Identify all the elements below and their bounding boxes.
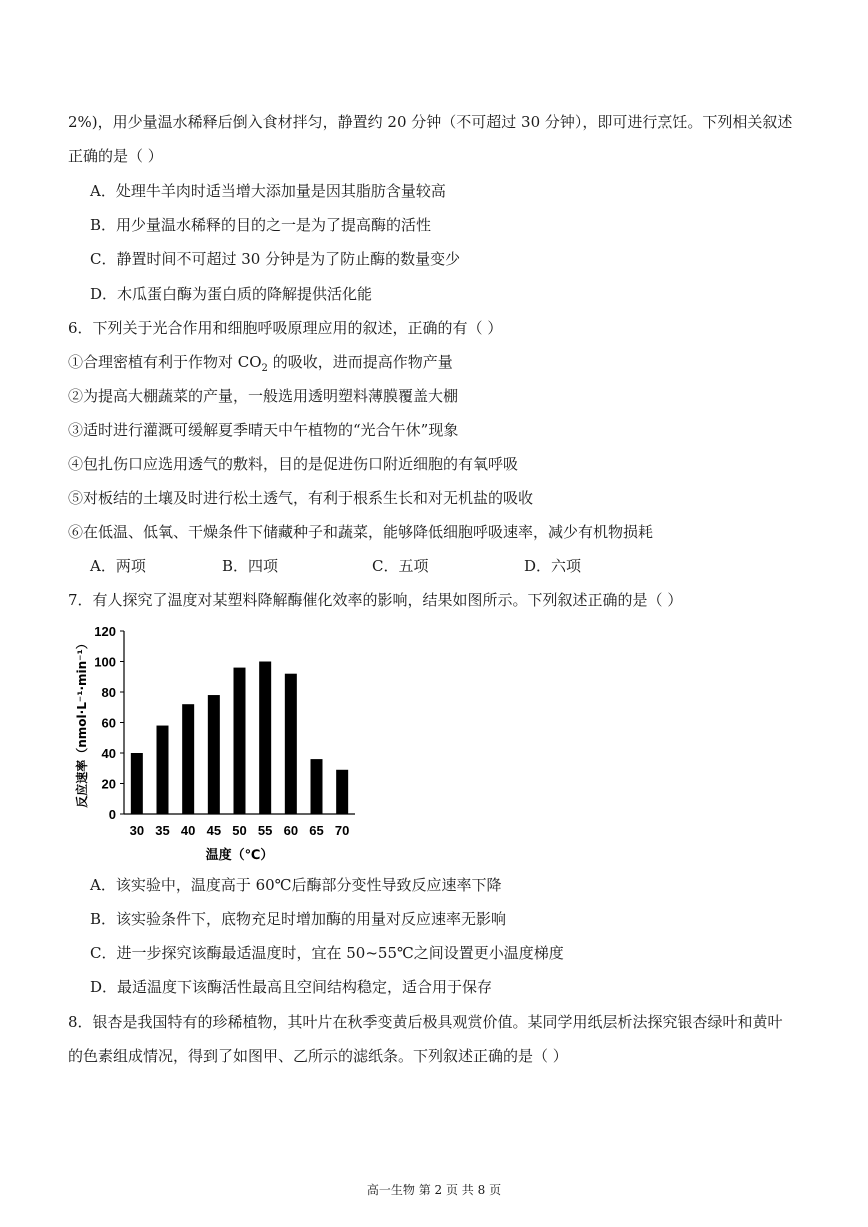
q6-item-3: ③适时进行灌溉可缓解夏季晴天中午植物的“光合午休”现象 [68,421,459,439]
x-tick-label: 60 [283,823,299,838]
prev-option-a: A．处理牛羊肉时适当增大添加量是因其脂肪含量较高 [90,182,446,200]
bar [131,753,143,814]
q6-option-b: B．四项 [222,557,279,575]
y-tick-label: 100 [94,654,116,670]
y-tick-label: 40 [101,746,116,761]
page-footer: 高一生物 第 2 页 共 8 页 [366,1183,502,1197]
x-tick-label: 50 [232,823,247,838]
prev-question-line-2: 正确的是（ ） [68,147,163,165]
bar [336,770,348,814]
y-tick-label: 60 [101,715,116,731]
x-tick-label: 40 [180,823,196,838]
q6-item-4: ④包扎伤口应选用透气的敷料，目的是促进伤口附近细胞的有氧呼吸 [68,455,519,473]
q8-line-1: 8．银杏是我国特有的珍稀植物，其叶片在秋季变黄后极具观赏价值。某同学用纸层析法探究银杏绿叶和黄叶 [68,1013,783,1031]
q6-stem: 6．下列关于光合作用和细胞呼吸原理应用的叙述，正确的有（ ） [68,319,503,337]
q6-item-6: ⑥在低温、低氧、干燥条件下储藏种子和蔬菜，能够降低细胞呼吸速率，减少有机物损耗 [68,523,654,541]
y-tick-label: 120 [94,624,116,639]
q7-option-a: A．该实验中，温度高于 60℃后酶部分变性导致反应速率下降 [90,876,502,894]
q7-option-b: B．该实验条件下，底物充足时增加酶的用量对反应速率无影响 [90,910,507,928]
q7-option-d: D．最适温度下该酶活性最高且空间结构稳定，适合用于保存 [90,978,493,996]
q7-stem: 7．有人探究了温度对某塑料降解酶催化效率的影响，结果如图所示。下列叙述正确的是（ ） [68,591,683,609]
q6-option-d: D．六项 [524,557,582,575]
bar [259,662,271,815]
x-tick-label: 65 [309,823,324,838]
q6-option-a: A．两项 [90,557,146,575]
bar-chart [72,622,372,867]
x-tick-label: 55 [257,823,273,838]
bar [311,759,323,814]
q6-item-2: ②为提高大棚蔬菜的产量，一般选用透明塑料薄膜覆盖大棚 [68,387,459,405]
y-tick-label: 20 [101,776,116,792]
bar [234,668,246,814]
prev-option-d: D．木瓜蛋白酶为蛋白质的降解提供活化能 [90,285,373,303]
prev-option-b: B．用少量温水稀释的目的之一是为了提高酶的活性 [90,216,432,234]
y-axis-label: 反应速率（nmol·L⁻¹·min⁻¹） [75,637,89,808]
bar [157,726,169,814]
q8-line-2: 的色素组成情况，得到了如图甲、乙所示的滤纸条。下列叙述正确的是（ ） [68,1047,568,1065]
x-tick-label: 45 [206,823,222,838]
prev-question-line-1: 2%)，用少量温水稀释后倒入食材拌匀，静置约 20 分钟（不可超过 30 分钟），即可进行烹饪。下列相关叙述 [68,113,793,131]
q7-option-c: C．进一步探究该酶最适温度时，宜在 50~55℃之间设置更小温度梯度 [90,944,564,962]
bar [208,695,220,814]
bar [182,704,194,814]
x-tick-label: 70 [334,823,350,838]
y-tick-label: 0 [108,807,116,822]
x-tick-label: 35 [155,823,170,838]
x-tick-label: 30 [129,823,145,838]
y-tick-label: 80 [101,685,116,700]
q6-item-5: ⑤对板结的土壤及时进行松土透气，有利于根系生长和对无机盐的吸收 [68,489,534,507]
q6-item-1: ①合理密植有利于作物对 $CO_2$ 的吸收，进而提高作物产量 [68,353,453,374]
q6-option-c: C．五项 [372,557,429,575]
prev-option-c: C．静置时间不可超过 30 分钟是为了防止酶的数量变少 [90,250,461,268]
bar [285,674,297,814]
x-axis-label: 温度（℃） [205,848,274,863]
